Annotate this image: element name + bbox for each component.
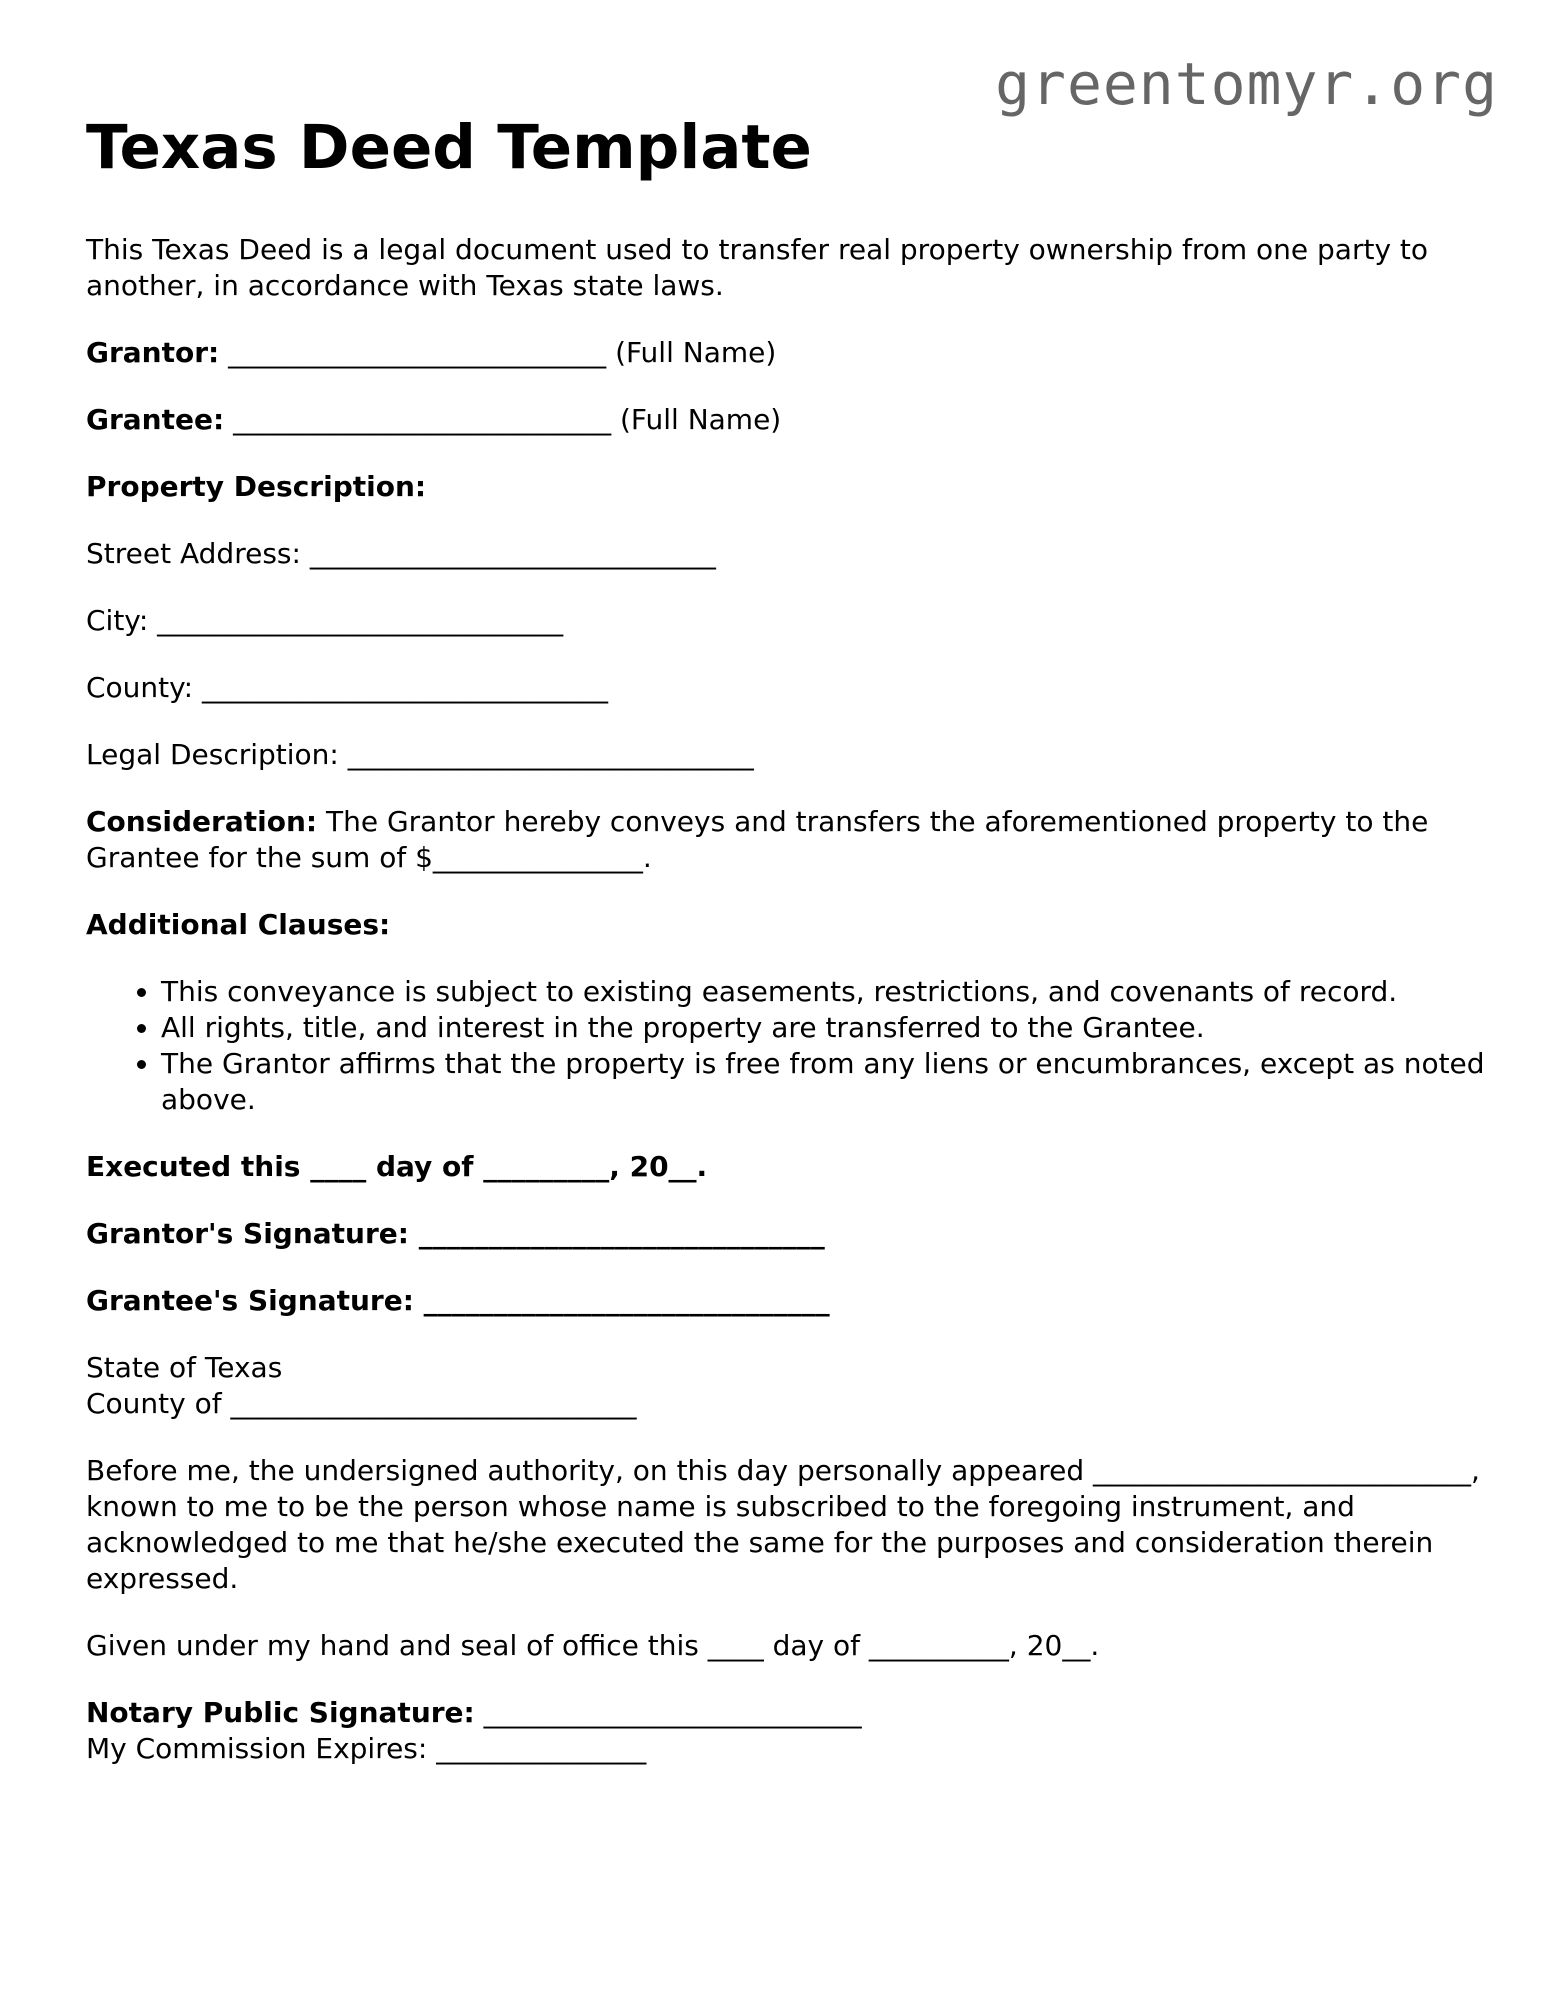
notary-venue xyxy=(86,1350,1486,1422)
grantor-blank[interactable]: ___________________________ xyxy=(228,336,607,369)
document-page xyxy=(86,108,1486,1767)
document-title: Texas Deed Template xyxy=(86,112,812,183)
list-item: • The Grantor affirms that the property is free from any liens or encumbrances, except as noted above. xyxy=(161,1046,1486,1118)
list-item: • All rights, title, and interest in the property are transferred to the Grantee. xyxy=(161,1010,1486,1046)
grantor-signature-line[interactable]: Grantor's Signature: _____________________________ xyxy=(86,1217,825,1250)
consideration-label: Consideration: xyxy=(86,805,318,838)
consideration-paragraph xyxy=(86,804,1486,876)
county-line[interactable]: County: _____________________________ xyxy=(86,671,609,704)
clauses-heading: Additional Clauses: xyxy=(86,908,391,941)
consideration-text: The Grantor hereby conveys and transfers the aforementioned property to the Grantee for the sum of $_______________. xyxy=(86,805,1429,874)
grantee-line xyxy=(86,402,1486,438)
grantor-line xyxy=(86,335,1486,371)
given-line[interactable]: Given under my hand and seal of office this ____ day of __________, 20__. xyxy=(86,1629,1100,1662)
commission-line[interactable]: My Commission Expires: _______________ xyxy=(86,1732,647,1765)
property-heading: Property Description: xyxy=(86,470,427,503)
grantee-suffix: (Full Name) xyxy=(620,403,782,436)
clauses-list xyxy=(86,974,1486,1118)
street-address-line[interactable]: Street Address: _____________________________ xyxy=(86,537,716,570)
appearance-paragraph: Before me, the undersigned authority, on this day personally appeared ___________________________, known to me to be the person whose name is subscribed to the foregoing instrument, and acknowledged to me that he/she executed the same for the purposes and consideration therein expressed. xyxy=(86,1454,1480,1595)
notary-signature-label: Notary Public Signature: xyxy=(86,1696,475,1729)
notary-signature-line xyxy=(86,1695,1486,1767)
intro-paragraph: This Texas Deed is a legal document used to transfer real property ownership from one party to another, in accordance with Texas state laws. xyxy=(86,233,1429,302)
grantee-blank[interactable]: ___________________________ xyxy=(233,403,612,436)
state-line: State of Texas xyxy=(86,1351,283,1384)
legal-description-line[interactable]: Legal Description: _____________________________ xyxy=(86,738,754,771)
grantee-label: Grantee: xyxy=(86,403,225,436)
notary-signature-blank[interactable]: ___________________________ xyxy=(483,1696,862,1729)
list-item: • This conveyance is subject to existing easements, restrictions, and covenants of record. xyxy=(161,974,1486,1010)
grantor-suffix: (Full Name) xyxy=(615,336,777,369)
executed-line[interactable]: Executed this ____ day of _________, 20__. xyxy=(86,1150,708,1183)
watermark: greentomyr.org xyxy=(995,50,1498,118)
city-line[interactable]: City: _____________________________ xyxy=(86,604,564,637)
notary-county-line[interactable]: County of _____________________________ xyxy=(86,1387,637,1420)
grantor-label: Grantor: xyxy=(86,336,220,369)
grantee-signature-line[interactable]: Grantee's Signature: _____________________________ xyxy=(86,1284,830,1317)
